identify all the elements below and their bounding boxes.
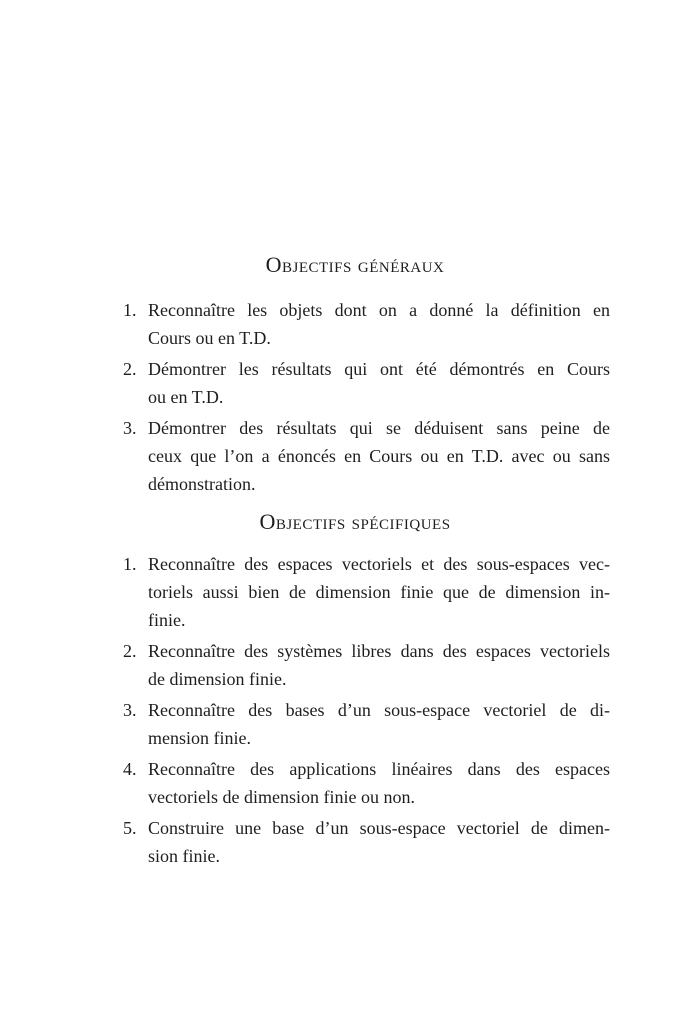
- list-item-line: Cours ou en T.D.: [148, 328, 271, 348]
- item-number: 2.: [123, 641, 137, 661]
- item-number: 3.: [123, 700, 137, 720]
- list-item-line: Reconnaître des espaces vectoriels et des sous-espaces vec-: [148, 554, 610, 574]
- list-item: [100, 637, 610, 693]
- list-item-line: finie.: [148, 610, 186, 630]
- list-item: [100, 355, 610, 411]
- item-number: 4.: [123, 759, 137, 779]
- item-number: 5.: [123, 818, 137, 838]
- list-item-line: ceux que l’on a énoncés en Cours ou en T.D. avec ou sans: [148, 446, 610, 466]
- list-item: [100, 755, 610, 811]
- list-item-line: démonstration.: [148, 474, 256, 494]
- list-item-line: toriels aussi bien de dimension finie que de dimension in-: [148, 582, 610, 602]
- list-item: [100, 814, 610, 870]
- list-item-line: Reconnaître des applications linéaires dans des espaces: [148, 759, 610, 779]
- item-number: 1.: [123, 300, 137, 320]
- list-item-line: vectoriels de dimension finie ou non.: [148, 787, 415, 807]
- list-item-line: mension finie.: [148, 728, 251, 748]
- objectifs-generaux-list: [100, 296, 610, 498]
- section-heading-objectifs-specifiques: Objectifs spécifiques: [259, 509, 451, 534]
- list-item: [100, 296, 610, 352]
- list-item: [100, 696, 610, 752]
- objectifs-specifiques-list: [100, 550, 610, 870]
- list-item: [100, 414, 610, 498]
- section-heading-objectifs-generaux: Objectifs généraux: [265, 252, 445, 277]
- list-item-line: de dimension finie.: [148, 669, 287, 689]
- list-item-line: Démontrer des résultats qui se déduisent sans peine de: [148, 418, 610, 438]
- item-number: 3.: [123, 418, 137, 438]
- list-item-line: Construire une base d’un sous-espace vectoriel de dimen-: [148, 818, 610, 838]
- list-item-line: ou en T.D.: [148, 387, 224, 407]
- list-item: [100, 550, 610, 634]
- list-item-line: Reconnaître des bases d’un sous-espace vectoriel de di-: [148, 700, 610, 720]
- item-number: 1.: [123, 554, 137, 574]
- list-item-line: Démontrer les résultats qui ont été démontrés en Cours: [148, 359, 610, 379]
- list-item-line: sion finie.: [148, 846, 220, 866]
- item-number: 2.: [123, 359, 137, 379]
- list-item-line: Reconnaître les objets dont on a donné la définition en: [148, 300, 610, 320]
- list-item-line: Reconnaître des systèmes libres dans des espaces vectoriels: [148, 641, 610, 661]
